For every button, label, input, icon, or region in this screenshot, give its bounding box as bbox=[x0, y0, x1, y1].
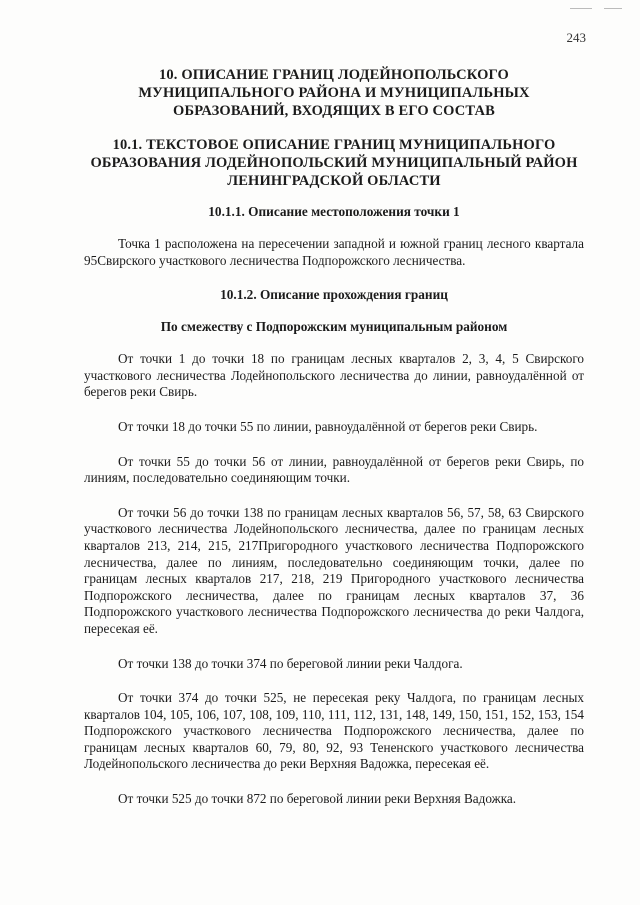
paragraph: От точки 55 до точки 56 от линии, равноудалённой от берегов реки Свирь, по линиям, последовательно соединяющим точки. bbox=[84, 453, 584, 486]
paragraph: От точки 56 до точки 138 по границам лесных кварталов 56, 57, 58, 63 Свирского участкового лесничества Лодейнопольского лесничества, далее по границам лесных кварталов 213, 214, 215, 217Пригородного участкового лесничества Подпорожского лесничества, далее по линиям, последовательно соединяющим точки, далее по границам лесных кварталов 217, 218, 219 Пригородного участкового лесничества Подпорожского лесничества, далее по границам лесных кварталов 37, 36 Подпорожского участкового лесничества Подпорожского лесничества до реки Чалдога, пересекая её. bbox=[84, 504, 584, 636]
paragraph: От точки 374 до точки 525, не пересекая реку Чалдога, по границам лесных кварталов 104, 105, 106, 107, 108, 109, 110, 111, 112, 131, 148, 149, 150, 151, 152, 153, 154 Подпорожского участкового лесничества Подпорожского лесничества, далее по границам лесных кварталов 60, 79, 80, 92, 93 Тененского участкового лесничества Лодейнопольского лесничества до реки Верхняя Вадожка, пересекая её. bbox=[84, 690, 584, 772]
paragraph: Точка 1 расположена на пересечении западной и южной границ лесного квартала 95Свирского участкового лесничества Подпорожского лесничества. bbox=[84, 236, 584, 268]
subsection-heading: 10.1.2. Описание прохождения границ bbox=[220, 287, 448, 303]
scan-mark bbox=[604, 8, 622, 9]
adjacency-heading: По смежеству с Подпорожским муниципальным районом bbox=[160, 319, 508, 335]
page-number: 243 bbox=[566, 30, 586, 45]
scan-mark bbox=[570, 8, 592, 9]
document-title: 10. ОПИСАНИЕ ГРАНИЦ ЛОДЕЙНОПОЛЬСКОГО МУНИЦИПАЛЬНОГО РАЙОНА И МУНИЦИПАЛЬНЫХ ОБРАЗОВАНИЙ, ВХОДЯЩИХ В ЕГО СОСТАВ bbox=[138, 67, 530, 119]
paragraph: От точки 525 до точки 872 по береговой линии реки Верхняя Вадожка. bbox=[118, 791, 517, 807]
subsection-heading: 10.1.1. Описание местоположения точки 1 bbox=[208, 204, 460, 219]
paragraph: От точки 1 до точки 18 по границам лесных кварталов 2, 3, 4, 5 Свирского участкового лесничества Лодейнопольского лесничества до линии, равноудалённой от берегов реки Свирь. bbox=[84, 351, 584, 400]
paragraph: От точки 138 до точки 374 по береговой линии реки Чалдога. bbox=[118, 655, 463, 671]
document-body bbox=[84, 66, 584, 826]
section-title: 10.1. ТЕКСТОВОЕ ОПИСАНИЕ ГРАНИЦ МУНИЦИПАЛЬНОГО ОБРАЗОВАНИЯ ЛОДЕЙНОПОЛЬСКИЙ МУНИЦИПАЛЬНЫЙ РАЙОН ЛЕНИНГРАДСКОЙ ОБЛАСТИ bbox=[90, 137, 578, 189]
paragraph: От точки 18 до точки 55 по линии, равноудалённой от берегов реки Свирь. bbox=[118, 418, 538, 434]
